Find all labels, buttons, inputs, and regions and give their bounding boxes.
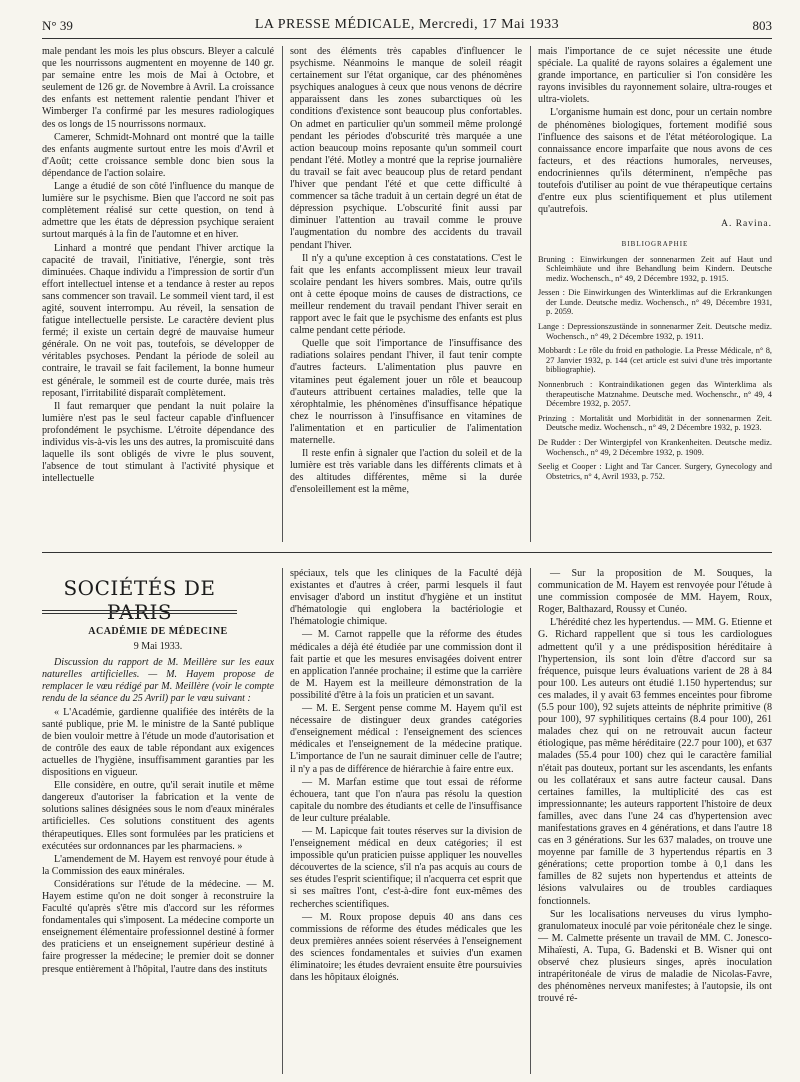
paragraph: L'organisme humain est donc, pour un certain nombre de phénomènes biologiques, fortement modifié sous l'influence des saisons et de l'état météorologique. La connaissance encore imparfaite que nous avons de ces facteurs, et des réactions humorales, nerveuses, endocriniennes qu'ils déterminent, n'empêche pas toutefois d'utiliser au point de vue thérapeutique certains d'entre eux plus scientifiquement et plus utilement qu'autrefois. xyxy=(538,107,772,216)
column-divider xyxy=(282,568,283,1074)
bibliography-entry: Bruning : Einwirkungen der sonnenarmen Zeit auf Haut und Schleimhäute und ihre Behandlung beim Kindern. Deutsche mediz. Wochensch., n° 49, 2 Décembre 1932, p. 1915. xyxy=(538,254,772,283)
section-heading: SOCIÉTÉS DE PARIS xyxy=(63,576,216,624)
bibliography-entry: Nonnenbruch : Kontraindikationen gegen das Winterklima als therapeutische Matznahme. Deutsche med. Wochenschr., n° 49, 4 Décembre 1932, p. 2057. xyxy=(538,380,772,409)
paragraph: Elle considère, en outre, qu'il serait inutile et même dangereux d'autoriser la fabrication et la vente de solutions salines désignées sous le nom d'eaux minérales artificielles. Ces solutions constituent des agents thérapeutiques. Elles sont formulées par les praticiens et exécutées sur ordonnances par les pharmaciens. » xyxy=(42,780,274,852)
bibliography-entry: Jessen : Die Einwirkungen des Winterklimas auf die Erkrankungen der Lunde. Deutsche mediz. Wochensch., n° 49, Décembre 1931, p. 2059. xyxy=(538,288,772,317)
paragraph: — M. E. Sergent pense comme M. Hayem qu'il est nécessaire de distinguer deux grandes catégories d'enseignement médical : l'enseignement des sciences médicales et l'enseignement de la médecine pratique. L'importance de l'un ne saurait diminuer celle de l'autre; il n'y a pas de différence de hiérarchie à faire entre eux. xyxy=(290,703,522,775)
paragraph: Discussion du rapport de M. Meillère sur les eaux naturelles artificielles. — M. Hayem propose de remplacer le vœu rédigé par M. Meillère (voir le compte rendu de la séance du 25 Avril) par le vœu suivant : xyxy=(42,657,274,705)
issue-number: N° 39 xyxy=(42,18,73,33)
paragraph: Quelle que soit l'importance de l'insuffisance des radiations solaires pendant l'hiver, il faut tenir compte d'autres facteurs. L'alimentation plus pauvre en vitamines peut également jouer un rôle et beaucoup d'auteurs attribuent certaines maladies, telle que la xérophtalmie, les phénomènes d'insuffisance hépatique chez le nourrisson à l'insuffisance en vitamines de l'alimentation et en particulier de l'alimentation maternelle. xyxy=(290,338,522,446)
societes-column-3 xyxy=(538,568,772,1005)
author-signature: A. Ravina. xyxy=(721,219,772,230)
bibliography-entry: Seelig et Cooper : Light and Tar Cancer. Surgery, Gynecology and Obstetrics, n° 4, Avril 1933, p. 752. xyxy=(538,462,772,481)
article-column-3 xyxy=(538,46,772,486)
paragraph: — M. Roux propose depuis 40 ans dans ces commissions de réforme des études médicales que les deux premières années soient réservées à l'enseignement des sciences fondamentales et suivies d'un examen éliminatoire; les études devraient ensuite être poursuivies dans les hôpitaux éloignés. xyxy=(290,911,522,984)
paragraph: Il faut remarquer que pendant la nuit polaire la lumière n'est pas le seul facteur capable d'influencer profondément le psychisme. L'étroite dépendance des individus vis-à-vis les uns des autres, la promiscuité dans laquelle ils sont obligés de vivre le plus souvent, l'absence de tout stimulant à l'activité physique et intellectuelle xyxy=(42,400,274,485)
page-header xyxy=(42,14,772,39)
heading-rule xyxy=(42,610,237,614)
bibliography-entry: Mobbardt : Le rôle du froid en pathologie. La Presse Médicale, n° 8, 27 Janvier 1932, p. 144 (cet article est suivi d'une très importante bibliographie). xyxy=(538,346,772,375)
column-divider xyxy=(530,568,531,1074)
bibliography-list xyxy=(538,255,772,482)
paragraph: Lange a étudié de son côté l'influence du manque de lumière sur le psychisme. Bien que l'accord ne soit pas complètement réalisé sur cette question, on tend à admettre que les états de dépression psychique seraient surtout marqués à la fin de l'automne et en hiver. xyxy=(42,181,274,241)
academy-heading: ACADÉMIE DE MÉDECINE xyxy=(88,626,228,637)
journal-title: LA PRESSE MÉDICALE, Mercredi, 17 Mai 1933 xyxy=(254,17,560,32)
paragraph: spéciaux, tels que les cliniques de la Faculté déjà existantes et d'autres à créer, parmi lesquels il faut envisager d'abord un institut d'hygiène et un institut d'hématologie qui englobera la bactériologie et l'hématologie chimique. xyxy=(290,568,522,628)
paragraph: — Sur la proposition de M. Souques, la communication de M. Hayem est renvoyée pour l'étude à une commission composée de MM. Hayem, Roux, Roger, Balthazard, Roussy et Cunéo. xyxy=(538,568,772,616)
article-column-2 xyxy=(290,46,522,496)
column-divider xyxy=(282,46,283,542)
paragraph: mais l'importance de ce sujet nécessite une étude spéciale. La qualité de rayons solaires a également une grande importance, en particulier si l'on considère les rayons invisibles du rayonnement solaire, ultra-rouges et ultra-violets. xyxy=(538,46,772,106)
newspaper-page xyxy=(42,0,772,1082)
paragraph: Il n'y a qu'une exception à ces constatations. C'est le fait que les enfants accomplissent mieux leur travail scolaire pendant les hivers sombres. Mais, outre qu'ils ont à cette époque moins de causes de distractions, ce meilleur rendement du travail pendant l'hiver serait en rapport avec le fait que le psychisme des enfants est plus calme pendant cette période. xyxy=(290,252,522,337)
societes-column-2 xyxy=(290,568,522,984)
bibliography-heading: BIBLIOGRAPHIE xyxy=(621,240,689,249)
paragraph: — M. Carnot rappelle que la réforme des études médicales a déjà été étudiée par une commission dont il fait partie et que les mesures envisagées doivent entrer en application l'année prochaine; il estime que la carrière de M. Hayem est la meilleure démonstration de la possibilité d'être à la fois un praticien et un savant. xyxy=(290,629,522,701)
paragraph: L'hérédité chez les hypertendus. — MM. G. Etienne et G. Richard rappellent que si tous les cardiologues admettent qu'il y a une prédisposition héréditaire à l'hypertension, ils sont loin d'être d'accord sur sa fréquence, puisque leurs évaluations varient de 28 à 84 pour 100. Les auteurs ont étudié 1.150 hypertendus; sur ces malades, il y avait 63 femmes enceintes pour fibrome (5.5 pour 100), 92 sujets atteints de néphrite primitive (8 pour 100), 97 syphilitiques certains (8.4 pour 100), 261 malades chez qui on ne retrouvait aucun facteur étiologique, pas même héréditaire (22.7 pour 100), et 637 malades (55.4 pour 100) chez qui le caractère familial n'était pas douteux, portant sur les ascendants, les enfants ou les collatéraux et sans autre facteur causal. Dans certaines familles, la multiplicité des cas est impressionnante; les auteurs rapportent l'histoire de deux familles, avec dans l'une 24 cas d'hypertension avec manifestations graves en 4 générations, et dans l'autre 18 cas en 3 générations. Sur les 637 malades, on trouve une moyenne par famille de 3 hypertendus répartis en 3 générations; cette proportion tombe à 0,1 dans les familles de 82 sujets non hypertendus et atteints de lésions valvulaires ou de troubles cardiaques fonctionnels. xyxy=(538,617,772,907)
paragraph: Il reste enfin à signaler que l'action du soleil et de la lumière est très variable dans les différents climats et à des altitudes différentes, même si la durée d'ensoleillement est la même, xyxy=(290,448,522,496)
session-date: 9 Mai 1933. xyxy=(133,641,183,653)
section-separator xyxy=(42,552,772,553)
societes-column-1 xyxy=(42,622,274,976)
bibliography-entry: Prinzing : Mortalität und Morbidität in der sonnenarmen Zeit. Deutsche mediz. Wochensch., n° 49, 2 Décembre 1932, p. 1923. xyxy=(538,413,772,433)
paragraph: — M. Lapicque fait toutes réserves sur la division de l'enseignement médical en deux catégories; il est impossible qu'un praticien puisse appliquer les nouvelles découvertes de la science, s'il n'a pas acquis au cours de ses études l'esprit scientifique; il n'acquerra cet esprit que si ses maîtres l'ont, c'est-à-dire font eux-mêmes des recherches scientifiques. xyxy=(290,825,522,910)
paragraph: — M. Marfan estime que tout essai de réforme échouera, tant que l'on n'aura pas résolu la question capitale du nombre des étudiants et celle de l'insuffisance de leur culture préalable. xyxy=(290,776,522,824)
paragraph: male pendant les mois les plus obscurs. Bleyer a calculé que les nourrissons augmentent en moyenne de 140 gr. par semaine entre les mois de Mai à Octobre, et seulement de 126 gr. de Novembre à Avril. La croissance des enfants est nettement ralentie pendant l'hiver et Wimberger l'a confirmé par les mesures radiologiques des os longs de 15 nourrissons normaux. xyxy=(42,46,274,130)
paragraph: Linhard a montré que pendant l'hiver arctique la capacité de travail, l'initiative, l'énergie, sont très diminuées. Chaque individu a l'impression de sortir d'un effort intellectuel intense et a tendance à rester au repos sans commencer son travail. Le sommeil vient tard, il est agité, souvent interrompu. Au réveil, la sensation de fatigue intellectuelle persiste. Le caractère devient plus fermé; il existe un certain degré de mauvaise humeur générale. On ne voit pas, toutefois, se développer de véritables psychoses. Pendant la période de soleil au contraire, le travail se fait facilement, la bonne humeur est générale, le sommeil est de courte durée, mais très reposant, l'irritabilité disparaît complètement. xyxy=(42,242,274,399)
article-column-1 xyxy=(42,46,274,485)
paragraph: Sur les localisations nerveuses du virus lympho-granulomateux inoculé par voie péritonéale chez le singe. — M. Calmette présente un travail de MM. C. Jonesco-Mihaïesti, A. Tupa, G. Badenski et B. Wisner qui ont observé chez plusieurs singes, après inoculation intrapéritonéale de virus de maladie de Nicolas-Favre, des phénomènes nerveux manifestes; à l'autopsie, ils ont trouvé ré- xyxy=(538,908,772,1005)
page-number: 803 xyxy=(752,18,772,33)
column-divider xyxy=(530,46,531,542)
paragraph: « L'Académie, gardienne qualifiée des intérêts de la santé publique, prie M. le ministre de la Santé publique de bien vouloir mettre à l'étude un mode d'autorisation et de contrôle des eaux de table répondant aux exigences actuelles de l'hygiène, insuffisamment garanties par les dispositions en vigueur. xyxy=(42,706,274,779)
paragraph: sont des éléments très capables d'influencer le psychisme. Néanmoins le manque de soleil réagit certainement sur l'état organique, car des phénomènes psychiques analogues à ceux que nous venons de décrire apparaissent dans les zones subarctiques où les conditions d'existence sont beaucoup plus confortables. On admet en particulier qu'un sommeil même prolongé pendant les périodes d'obscurité très marquée a une action beaucoup moins reposante qu'un sommeil court pendant l'été. Motley a montré que la reprise journalière du travail se fait avec beaucoup plus de retard pendant l'hiver que pendant l'été et que cette difficulté à commencer sa tâche traduit à un certain degré un état de dépression psychique. L'obscurité finit aussi par diminuer l'attention au travail comme le prouve l'augmentation du nombre des accidents du travail pendant l'hiver. xyxy=(290,46,522,251)
paragraph: Considérations sur l'étude de la médecine. — M. Hayem estime qu'on ne doit songer à reconstruire la Faculté qu'après s'être mis d'accord sur les réformes fondamentales qui s'imposent. La médecine comporte un enseignement élémentaire professionnel destiné à former des praticiens et un enseignement supérieur destiné à faire progresser la médecine; le premier doit se donner presque entièrement à l'hôpital, l'autre dans des instituts xyxy=(42,878,274,975)
bibliography-entry: Lange : Depressionszustände in sonnenarmer Zeit. Deutsche mediz. Wochensch., n° 49, 2 Décembre 1932, p. 1911. xyxy=(538,322,772,341)
paragraph: L'amendement de M. Hayem est renvoyé pour étude à la Commission des eaux minérales. xyxy=(42,853,274,877)
paragraph: Camerer, Schmidt-Mohnard ont montré que la taille des enfants augmente surtout entre les mois d'Avril et d'Août; cette croissance semble donc bien sous la dépendance de l'action solaire. xyxy=(42,131,274,179)
bibliography-entry: De Rudder : Der Wintergipfel von Krankenheiten. Deutsche mediz. Wochensch., n° 49, 2 Décembre 1932, p. 1909. xyxy=(538,438,772,457)
